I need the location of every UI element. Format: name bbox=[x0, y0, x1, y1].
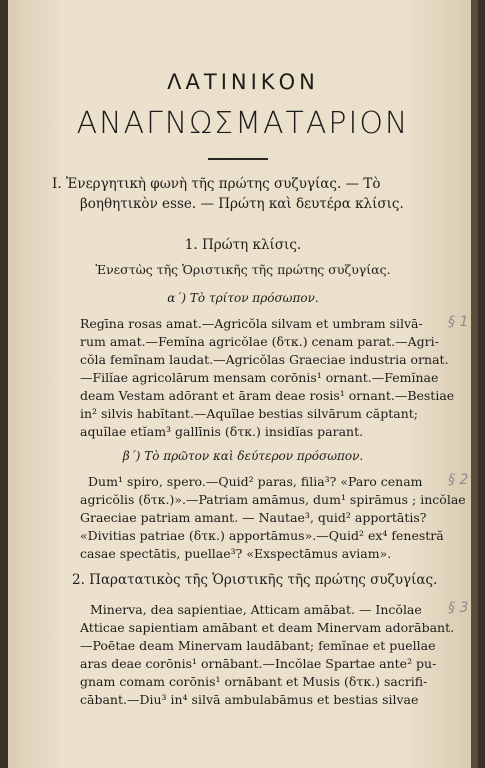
page-edge-shadow bbox=[471, 0, 478, 768]
part-a-label: α΄) Τὸ τρίτον πρόσωπον. bbox=[167, 291, 319, 305]
section1-heading: 1. Πρώτη κλίσις. bbox=[184, 237, 302, 253]
part-a-line: aquĭlae etĭam³ gallīnis (δτκ.) insidĭas parant. bbox=[80, 424, 364, 439]
part-a-line: deam Vestam adōrant et āram deae rosis¹ ornant.—Bestiae bbox=[80, 388, 455, 403]
section2-line: Atticae sapientiam amābant et deam Minervam adorābant. bbox=[80, 620, 455, 635]
part-b-line: casae spectātis, puellae³? «Exspectāmus aviam». bbox=[80, 546, 392, 561]
book-title-line2: ΑΝΑΓΝΩΣΜΑΤΑΡΙΟΝ bbox=[76, 106, 410, 141]
part-a-line: cŏla femĭnam laudat.—Agricŏlas Graeciae industria ornat. bbox=[80, 352, 449, 367]
book-title-line1: ΛΑΤΙΝΙΚΟΝ bbox=[167, 70, 319, 94]
book-page bbox=[8, 0, 478, 768]
margin-note-section-3: § 3 bbox=[448, 600, 469, 616]
part-a-line: —Filĭae agricolārum mensam corōnis¹ ornant.—Femĭnae bbox=[80, 370, 439, 385]
part-b-line: agricŏlis (δτκ.)».—Patriam amāmus, dum¹ spirāmus ; incŏlae bbox=[80, 492, 466, 507]
section2-line: Minerva, dea sapientiae, Atticam amābat. — Incŏlae bbox=[90, 602, 422, 617]
section2-line: —Poētae deam Minervam laudābant; femĭnae et puellae bbox=[80, 638, 436, 653]
part-a-line: Regīna rosas amat.—Agricŏla silvam et umbram silvā- bbox=[80, 316, 423, 331]
section2-line: aras deae corōnis¹ ornābant.—Incŏlae Spartae ante² pu- bbox=[80, 656, 437, 671]
section1-subheading: Ἐνεστὼς τῆς Ὁριστικῆς τῆς πρώτης συζυγίας. bbox=[95, 262, 391, 277]
title-divider bbox=[208, 158, 268, 160]
part-a-line: rum amat.—Femĭna agricŏlae (δτκ.) cenam parat.—Agri- bbox=[80, 334, 439, 349]
part-b-line: «Divitias patriae (δτκ.) apportāmus».—Quid² ex⁴ fenestră bbox=[80, 528, 444, 543]
chapter-heading-line2: βοηθητικὸν esse. — Πρώτη καὶ δευτέρα κλίσις. bbox=[80, 196, 404, 212]
part-b-line: Graeciae patriam amant. — Nautae³, quid² apportātis? bbox=[80, 510, 427, 525]
section2-line: gnam comam corōnis¹ ornābant et Musis (δτκ.) sacrifi- bbox=[80, 674, 428, 689]
margin-note-section-2: § 2 bbox=[448, 472, 469, 488]
section2-heading: 2. Παρατατικὸς τῆς Ὁριστικῆς τῆς πρώτης συζυγίας. bbox=[72, 572, 438, 588]
margin-note-section-1: § 1 bbox=[448, 314, 469, 330]
part-b-label: β΄) Τὸ πρῶτον καὶ δεύτερον πρόσωπον. bbox=[122, 449, 364, 463]
section2-line: cābant.—Diu³ in⁴ silvā ambulabāmus et bestias silvae bbox=[80, 692, 419, 707]
part-a-line: in² silvis habĭtant.—Aquĭlae bestias silvārum căptant; bbox=[80, 406, 418, 421]
chapter-heading-line1: I. Ἐνεργητικὴ φωνὴ τῆς πρώτης συζυγίας. — Τὸ bbox=[52, 176, 381, 192]
part-b-line: Dum¹ spiro, spero.—Quid² paras, filia³? «Paro cenam bbox=[88, 474, 423, 489]
